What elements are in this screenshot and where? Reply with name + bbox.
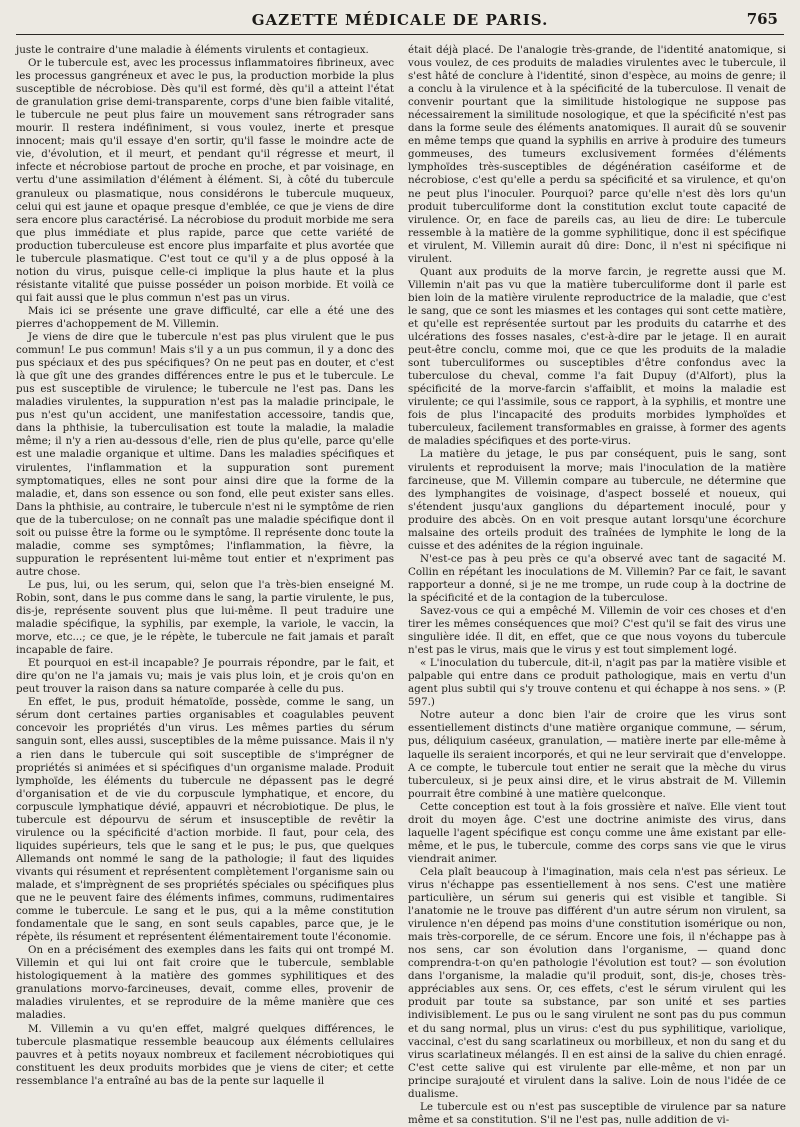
paragraph: M. Villemin a vu qu'en effet, malgré quelques différences, le tubercule plasmatique ressemble beaucoup aux éléments cellulaires pauvres et à petits noyaux nombreux et facilement nécrobiotiques qui constituent les deux produits morbides que je viens de citer; et cette ressemblance l'a entraîné au bas de la pente sur laquelle il	[16, 1022, 394, 1087]
paragraph: On en a précisément des exemples dans les faits qui ont trompé M. Villemin et qui lui ont fait croire que le tubercule, semblable histologiquement à la matière des gommes syphilitiques et des granulations morvo-farcineuses, devait, comme elles, provenir de maladies virulentes, et se reproduire de la même manière que ces maladies.	[16, 944, 394, 1022]
paragraph: juste le contraire d'une maladie à éléments virulents et contagieux.	[16, 44, 369, 56]
left-column	[16, 44, 394, 1087]
paragraph: Cela plaît beaucoup à l'imagination, mais cela n'est pas sérieux. Le virus n'échappe pas essentiellement à nos sens. C'est une matière particulière, un sérum sui generis qui est visible et tangible. Si l'anatomie ne le trouve pas différent d'un autre sérum non virulent, sa virulence n'en dépend pas moins d'une constitution isomérique ou non, mais très-corporelle, de ce sérum. Encore une fois, il n'échappe pas à nos sens, car son évolution dans l'organisme, — quand donc comprendra-t-on qu'en pathologie l'évolution est tout? — son évolution dans l'organisme, la maladie qu'il produit, sont, dis-je, choses très-appréciables aux sens. Or, ces effets, c'est le sérum virulent qui les produit par toute sa substance, par son unité et ses parties indivisiblement. Le pus ou le sang virulent ne sont pas du pus commun et du sang normal, plus un virus: c'est du pus syphilitique, variolique, vaccinal, c'est du sang scarlatineux ou morbilleux, et non du sang et du virus scarlatineux mélangés. Il en est ainsi de la salive du chien enragé. C'est cette salive qui est virulente par elle-même, et non par un principe surajouté et virulent dans la salive. Loin de nous l'idée de ce dualisme.	[408, 865, 786, 1100]
paragraph: Je viens de dire que le tubercule n'est pas plus virulent que le pus commun! Le pus commun! Mais s'il y a un pus commun, il y a donc des pus spéciaux et des pus spécifiques? On ne peut pas en douter, et c'est là que gît une des grandes différences entre le pus et le tubercule. Le pus est susceptible de virulence; le tubercule ne l'est pas. Dans les maladies virulentes, la suppuration n'est pas la maladie principale, le pus n'est qu'un accident, une manifestation accessoire, tandis que, dans la phthisie, la tuberculisation est toute la maladie, la maladie même; il n'y a rien au-dessous d'elle, rien de plus qu'elle, parce qu'elle est une maladie organique et ultime. Dans les maladies spécifiques et virulentes, l'inflammation et la suppuration sont purement symptomatiques, elles ne sont pour ainsi dire que la forme de la maladie, et, dans son essence ou son fond, elle peut exister sans elles. Dans la phthisie, au contraire, le tubercule n'est ni le symptôme de rien que de la tuberculose; on ne connaît pas une maladie spécifique dont il soit ou puisse être la forme ou le symptôme. Il représente donc toute la maladie, comme ses symptômes; l'inflammation, la fièvre, la suppuration le représentent lui-même tout entier et n'expriment pas autre chose.	[16, 331, 394, 578]
paragraph: N'est-ce pas à peu près ce qu'a observé avec tant de sagacité M. Collin en répétant les inoculations de M. Villemin? Par ce fait, le savant rapporteur a donné, si je ne me trompe, un rude coup à la doctrine de la spécificité et de la contagion de la tuberculose.	[408, 552, 786, 604]
paragraph: En effet, le pus, produit hématoïde, possède, comme le sang, un sérum dont certaines parties organisables et coagulables peuvent concevoir les propriétés d'un virus. Les mêmes parties du sérum sanguin sont, elles aussi, susceptibles de la même puissance. Mais il n'y a rien dans le tubercule qui soit susceptible de s'imprégner de propriétés si animées et si spécifiques d'un organisme malade. Produit lymphoïde, les éléments du tubercule ne dépassent pas le degré d'organisation et de vie du corpuscule lymphatique, et encore, du corpuscule lymphatique dévié, appauvri et nécrobiotique. De plus, le tubercule est dépourvu de sérum et insusceptible de revêtir la virulence ou la spécificité d'action morbide. Il faut, pour cela, des liquides supérieurs, tels que le sang et le pus; le pus, que quelques Allemands ont nommé le sang de la pathologie; il faut des liquides vivants qui résument et représentent complètement l'organisme sain ou malade, et s'imprègnent de ses propriétés spéciales ou spécifiques plus que ne le peuvent faire des éléments infimes, communs, rudimentaires comme le tubercule. Le sang et le pus, qui a la même constitution fondamentale que le sang, en sont seuls capables, parce que, je le répète, ils résument et représentent élémentairement toute l'économie.	[16, 696, 394, 944]
paragraph: Et pourquoi en est-il incapable? Je pourrais répondre, par le fait, et dire qu'on ne l'a jamais vu; mais je vais plus loin, et je crois qu'on en peut trouver la raison dans sa nature comparée à celle du pus.	[16, 657, 394, 696]
paragraph: Or le tubercule est, avec les processus inflammatoires fibrineux, avec les processus gangréneux et avec le pus, la production morbide la plus susceptible de nécrobiose. Dès qu'il est formé, dès qu'il a atteint l'état de granulation grise demi-transparente, corps d'une bien faible vitalité, le tubercule ne peut plus faire un mouvement sans rétrograder sans mourir. Il restera indéfiniment, si vous voulez, inerte et presque innocent; mais qu'il essaye d'en sortir, qu'il fasse le moindre acte de vie, d'évolution, et il meurt, et pendant qu'il régresse et meurt, il infecte et nécrobiose partout de proche en proche, et par voisinage, en vertu d'une assimilation d'élément à élément. Si, à côté du tubercule granuleux ou plasmatique, nous considérons le tubercule muqueux, celui qui est jaune et opaque presque d'emblée, ce que je viens de dire sera encore plus caractérisé. La nécrobiose du produit morbide me sera que plus immédiate et plus rapide, parce que cette variété de production tuberculeuse est encore plus imparfaite et plus avortée que le tubercule plasmatique. C'est tout ce qu'il y a de plus opposé à la notion du virus, puisque celle-ci implique la plus haute et la plus résistante vitalité que puisse posséder un poison morbide. Et voilà ce qui fait aussi que le plus commun n'est pas un virus.	[16, 57, 394, 304]
paragraph: Le tubercule est ou n'est pas susceptible de virulence par sa nature même et sa constitution. S'il ne l'est pas, nulle addition de vi-	[408, 1100, 786, 1126]
paragraph: Savez-vous ce qui a empêché M. Villemin de voir ces choses et d'en tirer les mêmes conséquences que moi? C'est qu'il se fait des virus une singulière idée. Il dit, en effet, que ce que nous voyons du tubercule n'est pas le virus, mais que le virus y est tout simplement logé.	[408, 605, 786, 657]
page-number: 765	[746, 10, 778, 28]
right-column	[408, 44, 786, 1126]
paragraph: Le pus, lui, ou les serum, qui, selon que l'a très-bien enseigné M. Robin, sont, dans le pus comme dans le sang, la partie virulente, le pus, dis-je, représente souvent plus que lui-même. Il peut traduire une maladie spécifique, la syphilis, par exemple, la variole, le vaccin, la morve, etc...; ce que, je le répète, le tubercule ne fait jamais et paraît incapable de faire.	[16, 578, 394, 657]
paragraph: Cette conception est tout à la fois grossière et naïve. Elle vient tout droit du moyen âge. C'est une doctrine animiste des virus, dans laquelle l'agent spécifique est conçu comme une âme existant par elle-même, et le pus, le tubercule, comme des corps sans vie que le virus viendrait animer.	[408, 800, 786, 865]
paragraph: Quant aux produits de la morve farcin, je regrette aussi que M. Villemin n'ait pas vu que la matière tuberculiforme dont il parle est bien loin de la matière virulente reproductrice de la maladie, que c'est le sang, que ce sont les miasmes et les contages qui sont cette matière, et qu'elle est représentée surtout par les produits du catarrhe et des ulcérations des fosses nasales, c'est-à-dire par le jetage. Il en aurait peut-être conclu, comme moi, que ce que les produits de la maladie sont tuberculiformes ou susceptibles d'être confondus avec la tuberculose du cheval, comme l'a fait Dupuy (d'Alfort), plus la spécificité de la morve-farcin s'affaiblit, et moins la maladie est virulente; ce qui l'assimile, sous ce rapport, à la syphilis, et montre une fois de plus l'incapacité des produits morbides lymphoïdes et tuberculeux, facilement transformables en graisse, à former des agents de maladies spécifiques et des porte-virus.	[408, 265, 786, 448]
paragraph: La matière du jetage, le pus par conséquent, puis le sang, sont virulents et reproduisent la morve; mais l'inoculation de la matière farcineuse, que M. Villemin compare au tubercule, ne détermine que des lymphangites de voisinage, d'aspect bosselé et noueux, qui s'étendent jusqu'aux ganglions du département inoculé, pour y produire des abcès. On en voit presque autant lorsqu'une écorchure malsaine des orteils produit des traînées de lymphite le long de la cuisse et des adénites de la région inguinale.	[408, 448, 786, 552]
running-title: GAZETTE MÉDICALE DE PARIS.	[251, 11, 549, 29]
paragraph: « L'inoculation du tubercule, dit-il, n'agit pas par la matière visible et palpable qui entre dans ce produit pathologique, mais en vertu d'un agent plus subtil qui s'y trouve contenu et qui échappe à nos sens. » (P. 597.)	[408, 657, 786, 709]
paragraph: Notre auteur a donc bien l'air de croire que les virus sont essentiellement distincts d'une matière organique commune, — sérum, pus, déliquium caséeux, granulation, — matière inerte par elle-même à laquelle ils seraient incorporés, et qui ne leur servirait que d'enveloppe. A ce compte, le tubercule tout entier ne serait que la mèche du virus tuberculeux, si je peux ainsi dire, et le virus abstrait de M. Villemin pourrait être combiné à une matière quelconque.	[408, 709, 786, 800]
running-header	[16, 8, 784, 35]
paragraph: Mais ici se présente une grave difficulté, car elle a été une des pierres d'achoppement de M. Villemin.	[16, 304, 394, 330]
paragraph: était déjà placé. De l'analogie très-grande, de l'identité anatomique, si vous voulez, de ces produits de maladies virulentes avec le tubercule, il s'est hâté de conclure à l'identité, sinon d'espèce, au moins de genre; il a conclu à la virulence et à la spécificité de la tuberculose. Il venait de convenir pourtant que la similitude histologique ne suppose pas nécessairement la similitude nosologique, et que la spécificité n'est pas dans la forme seule des éléments anatomiques. Il aurait dû se souvenir en même temps que quand la syphilis en arrive à produire des tumeurs gommeuses, des tumeurs exclusivement formées d'éléments lymphoïdes très-susceptibles de dégénération caséiforme et de nécrobiose, c'est qu'elle a perdu sa spécificité et sa virulence, et qu'on ne peut plus l'inoculer. Pourquoi? parce qu'elle n'est dès lors qu'un produit tuberculiforme dont la constitution exclut toute capacité de virulence. Or, en face de pareils cas, au lieu de dire: Le tubercule ressemble à la matière de la gomme syphilitique, donc il est spécifique et virulent, M. Villemin aurait dû dire: Donc, il n'est ni spécifique ni virulent.	[408, 44, 786, 265]
